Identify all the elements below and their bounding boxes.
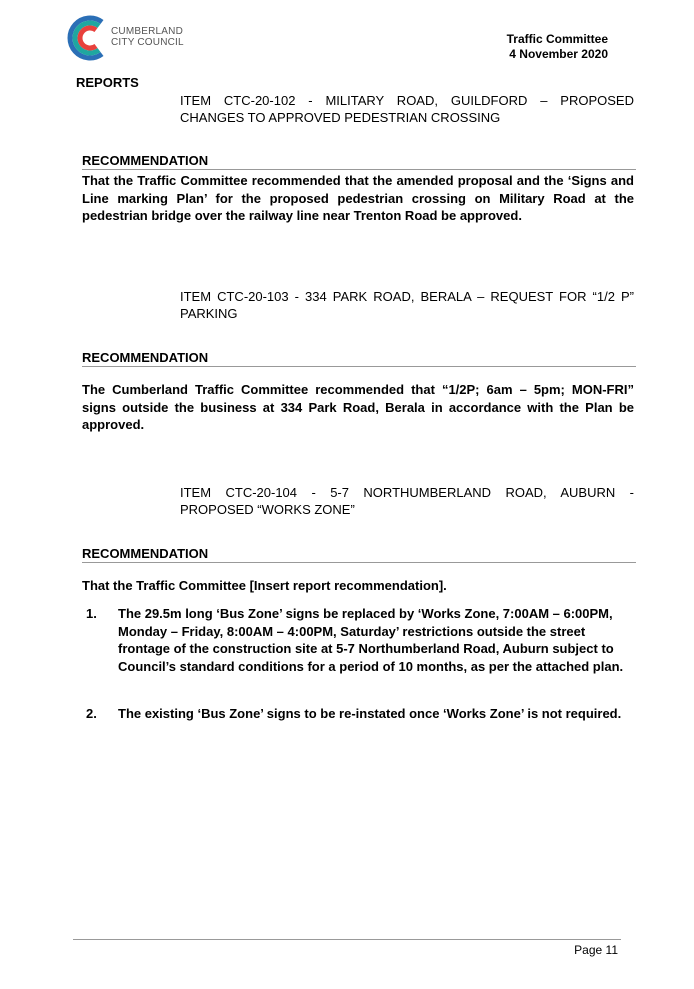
logo-wordmark [111, 26, 184, 48]
recommendation-text: That the Traffic Committee recommended that the amended proposal and the ‘Signs and Line marking Plan’ for the proposed pedestrian crossing on Military Road at the pedestrian bridge over the railway line near Trenton Road be approved. [82, 173, 634, 223]
meeting-date: 4 November 2020 [509, 47, 608, 61]
committee-name: Traffic Committee [506, 32, 608, 46]
list-text: The 29.5m long ‘Bus Zone’ signs be replaced by ‘Works Zone, 7:00AM – 6:00PM, Monday – Friday, 8:00AM – 4:00PM, Saturday’ restrictions outside the street frontage of the construction site at 5-7 Northumberland Road, Auburn subject to Council’s standard conditions for a period of 10 months, as per the attached plan. [118, 606, 624, 674]
item-title: ITEM CTC-20-104 - 5-7 NORTHUMBERLAND ROAD, AUBURN - PROPOSED “WORKS ZONE” [180, 485, 634, 517]
document-header [507, 32, 608, 62]
council-logo-icon [66, 12, 110, 64]
list-text: The existing ‘Bus Zone’ signs to be re-instated once ‘Works Zone’ is not required. [118, 706, 622, 721]
recommendation-heading: RECOMMENDATION [82, 546, 636, 563]
recommendation-text: That the Traffic Committee [Insert report recommendation]. [82, 578, 447, 593]
recommendation-text: The Cumberland Traffic Committee recommended that “1/2P; 6am – 5pm; MON-FRI” signs outside the business at 334 Park Road, Berala in accordance with the Plan be approved. [82, 382, 634, 432]
list-item [86, 705, 634, 723]
council-logo [66, 12, 216, 64]
logo-line-1: CUMBERLAND [111, 26, 184, 37]
logo-line-2: CITY COUNCIL [111, 37, 184, 48]
section-title: REPORTS [76, 75, 139, 90]
page-number: Page 11 [574, 943, 618, 957]
list-item [86, 605, 634, 675]
list-number: 2. [86, 706, 97, 721]
item-title: ITEM CTC-20-103 - 334 PARK ROAD, BERALA – REQUEST FOR “1/2 P” PARKING [180, 289, 634, 321]
recommendation-heading: RECOMMENDATION [82, 350, 636, 367]
recommendation-heading: RECOMMENDATION [82, 153, 636, 170]
footer-divider [73, 939, 621, 940]
list-number: 1. [86, 606, 97, 621]
item-title: ITEM CTC-20-102 - MILITARY ROAD, GUILDFORD – PROPOSED CHANGES TO APPROVED PEDESTRIAN CROSSING [180, 93, 634, 125]
